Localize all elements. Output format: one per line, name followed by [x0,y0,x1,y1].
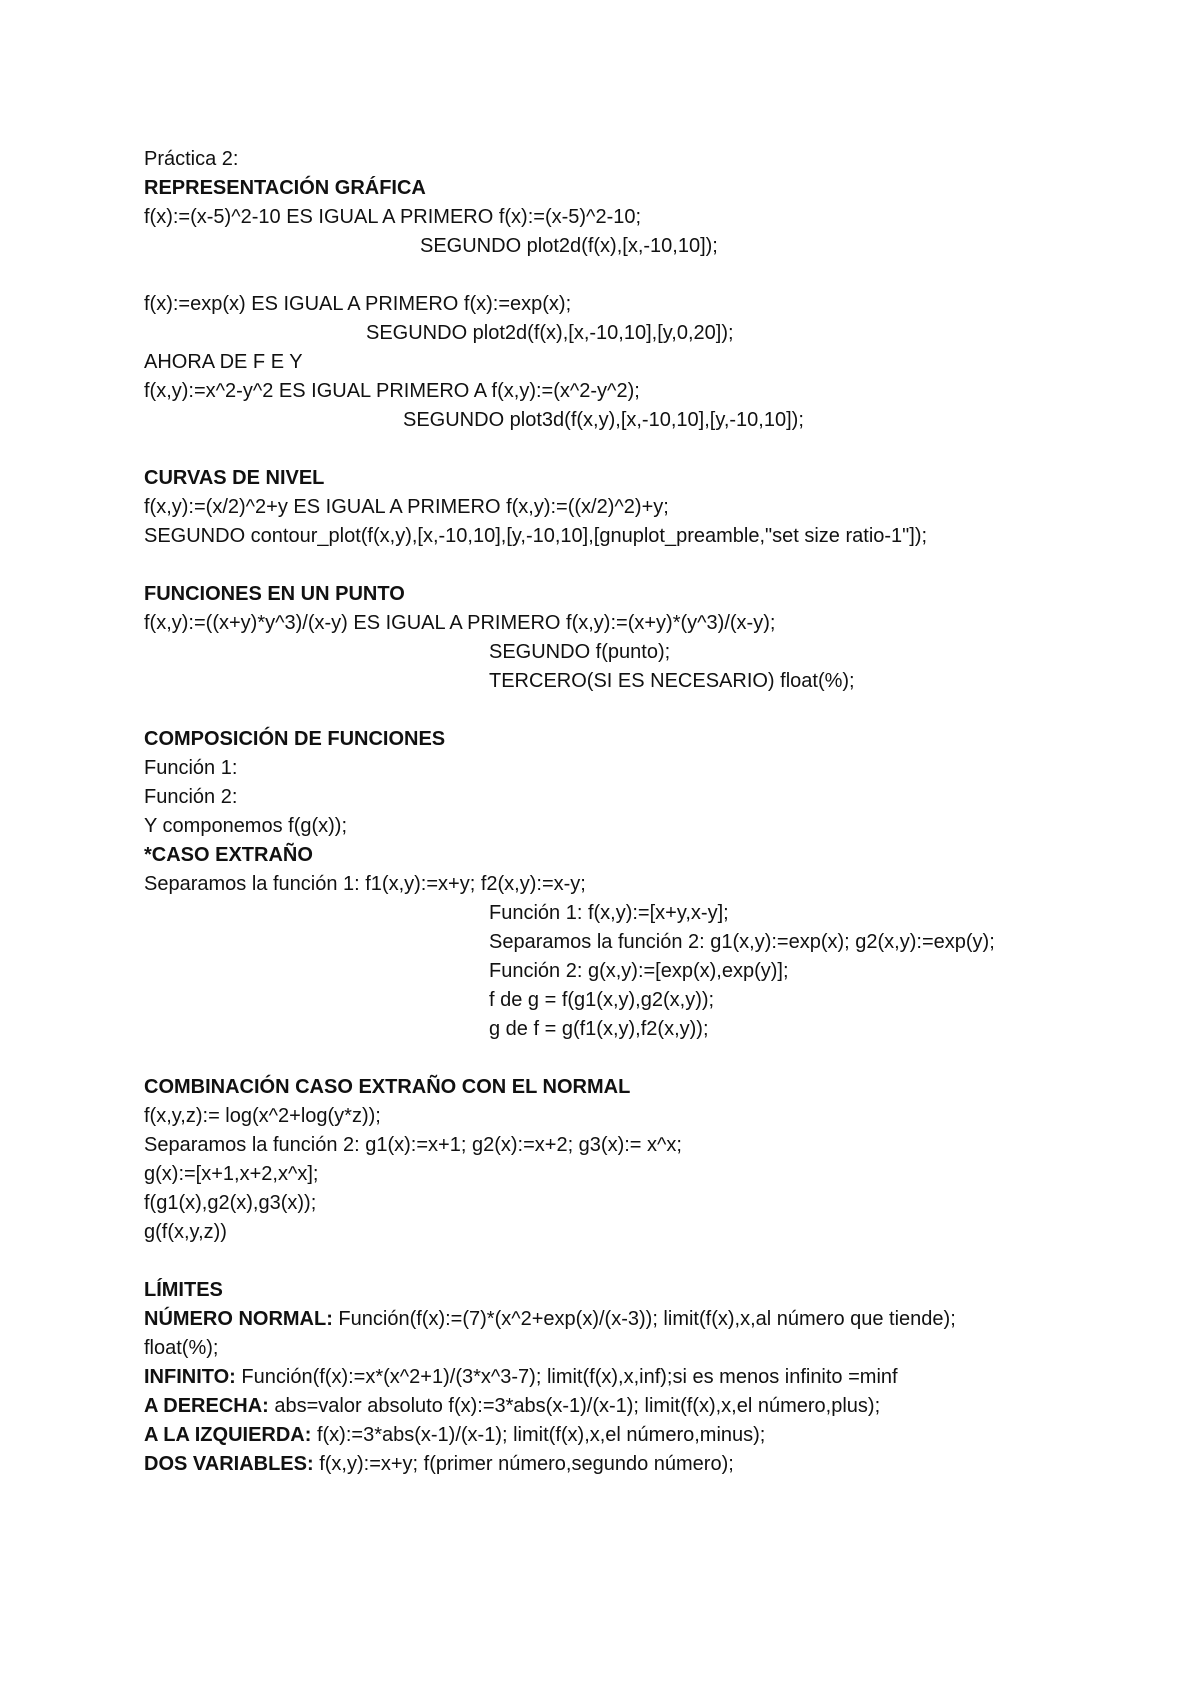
text-line: g(f(x,y,z)) [144,1221,227,1243]
text-line: SEGUNDO plot2d(f(x),[x,-10,10],[y,0,20]); [366,322,734,344]
heading-funciones-en-un-punto: FUNCIONES EN UN PUNTO [144,583,405,605]
text-line: SEGUNDO plot2d(f(x),[x,-10,10]); [420,235,718,257]
heading-combinacion: COMBINACIÓN CASO EXTRAÑO CON EL NORMAL [144,1076,631,1098]
limit-derecha-label: A DERECHA: [144,1395,269,1417]
text-line: f(x,y):=x^2-y^2 ES IGUAL PRIMERO A f(x,y):=(x^2-y^2); [144,380,640,402]
text-line: g(x):=[x+1,x+2,x^x]; [144,1163,319,1185]
text-line: Separamos la función 2: g1(x):=x+1; g2(x):=x+2; g3(x):= x^x; [144,1134,682,1156]
text-line: f(x):=exp(x) ES IGUAL A PRIMERO f(x):=exp(x); [144,293,572,315]
text-line: Separamos la función 1: f1(x,y):=x+y; f2(x,y):=x-y; [144,873,586,895]
text-line: Función 2: g(x,y):=[exp(x),exp(y)]; [489,960,789,982]
text-line: Función 1: [144,757,238,779]
text-line: Función 1: f(x,y):=[x+y,x-y]; [489,902,729,924]
text-line: f(x,y,z):= log(x^2+log(y*z)); [144,1105,381,1127]
text-line: TERCERO(SI ES NECESARIO) float(%); [489,670,855,692]
text-line: SEGUNDO contour_plot(f(x,y),[x,-10,10],[y,-10,10],[gnuplot_preamble,"set size ratio-1"]); [144,525,928,547]
heading-curvas-de-nivel: CURVAS DE NIVEL [144,467,325,489]
text-line: g de f = g(f1(x,y),f2(x,y)); [489,1018,709,1040]
limit-infinito-text: Función(f(x):=x*(x^2+1)/(3*x^3-7); limit(f(x),x,inf);si es menos infinito =minf [235,1366,898,1388]
limit-normal-label: NÚMERO NORMAL: [144,1308,333,1330]
text-line: f(x,y):=(x/2)^2+y ES IGUAL A PRIMERO f(x,y):=((x/2)^2)+y; [144,496,669,518]
limit-dos-variables-text: f(x,y):=x+y; f(primer número,segundo número); [313,1453,734,1475]
limit-normal-line [144,1305,956,1334]
limit-normal-text: Función(f(x):=(7)*(x^2+exp(x)/(x-3)); limit(f(x),x,al número que tiende); [332,1308,956,1330]
limit-infinito-label: INFINITO: [144,1366,236,1388]
limit-izquierda-label: A LA IZQUIERDA: [144,1424,312,1446]
heading-representacion-grafica: REPRESENTACIÓN GRÁFICA [144,177,426,199]
text-line: AHORA DE F E Y [144,351,303,373]
text-line: f(g1(x),g2(x),g3(x)); [144,1192,317,1214]
limit-derecha-line [144,1392,880,1421]
text-line: Función 2: [144,786,238,808]
limit-izquierda-text: f(x):=3*abs(x-1)/(x-1); limit(f(x),x,el número,minus); [311,1424,766,1446]
limit-izquierda-line [144,1421,765,1450]
limit-dos-variables-line [144,1450,734,1479]
text-line: float(%); [144,1337,219,1359]
heading-limites: LÍMITES [144,1279,223,1301]
text-line: f de g = f(g1(x,y),g2(x,y)); [489,989,715,1011]
doc-title: Práctica 2: [144,148,239,170]
text-line: SEGUNDO plot3d(f(x,y),[x,-10,10],[y,-10,10]); [403,409,804,431]
text-line: Separamos la función 2: g1(x,y):=exp(x); g2(x,y):=exp(y); [489,931,995,953]
text-line: f(x,y):=((x+y)*y^3)/(x-y) ES IGUAL A PRIMERO f(x,y):=(x+y)*(y^3)/(x-y); [144,612,776,634]
limit-derecha-text: abs=valor absoluto f(x):=3*abs(x-1)/(x-1); limit(f(x),x,el número,plus); [268,1395,881,1417]
limit-infinito-line [144,1363,898,1392]
heading-composicion-de-funciones: COMPOSICIÓN DE FUNCIONES [144,728,446,750]
limit-dos-variables-label: DOS VARIABLES: [144,1453,314,1475]
text-line: f(x):=(x-5)^2-10 ES IGUAL A PRIMERO f(x):=(x-5)^2-10; [144,206,642,228]
subheading-caso-extrano: *CASO EXTRAÑO [144,844,313,866]
text-line: Y componemos f(g(x)); [144,815,348,837]
text-line: SEGUNDO f(punto); [489,641,671,663]
